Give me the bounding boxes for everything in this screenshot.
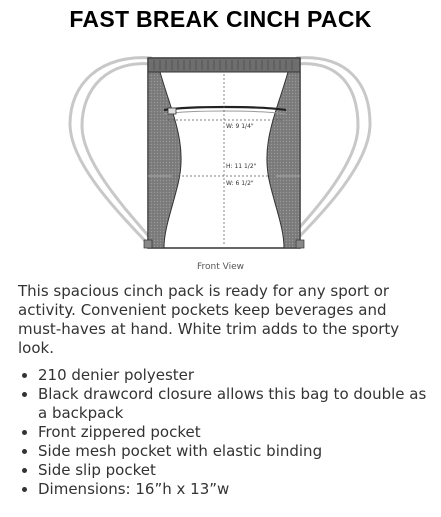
feature-item: • Black drawcord closure allows this bag to double as a backpack bbox=[38, 385, 438, 423]
product-title: FAST BREAK CINCH PACK bbox=[69, 6, 372, 32]
feature-item: • Front zippered pocket bbox=[38, 423, 438, 442]
feature-list bbox=[16, 366, 438, 499]
feature-item: • Dimensions: 16”h x 13”w bbox=[38, 480, 438, 499]
zipper-pull bbox=[168, 108, 176, 114]
feature-item: • 210 denier polyester bbox=[38, 366, 438, 385]
dim-width-pocket: W: 9 1/4" bbox=[226, 123, 254, 130]
feature-item: • Side mesh pocket with elastic binding bbox=[38, 442, 438, 461]
bag-front-view-diagram bbox=[60, 44, 380, 256]
dim-width-lower: W: 6 1/2" bbox=[226, 180, 254, 187]
dim-height: H: 11 1/2" bbox=[226, 163, 257, 170]
top-channel bbox=[148, 58, 300, 72]
product-description: This spacious cinch pack is ready for any sport or activity. Convenient pockets keep beverages and must-haves at hand. White trim adds to the sporty look. bbox=[18, 282, 400, 357]
drawcord-left bbox=[70, 58, 152, 244]
diagram-caption: Front View bbox=[197, 262, 244, 272]
feature-item: • Side slip pocket bbox=[38, 461, 438, 480]
